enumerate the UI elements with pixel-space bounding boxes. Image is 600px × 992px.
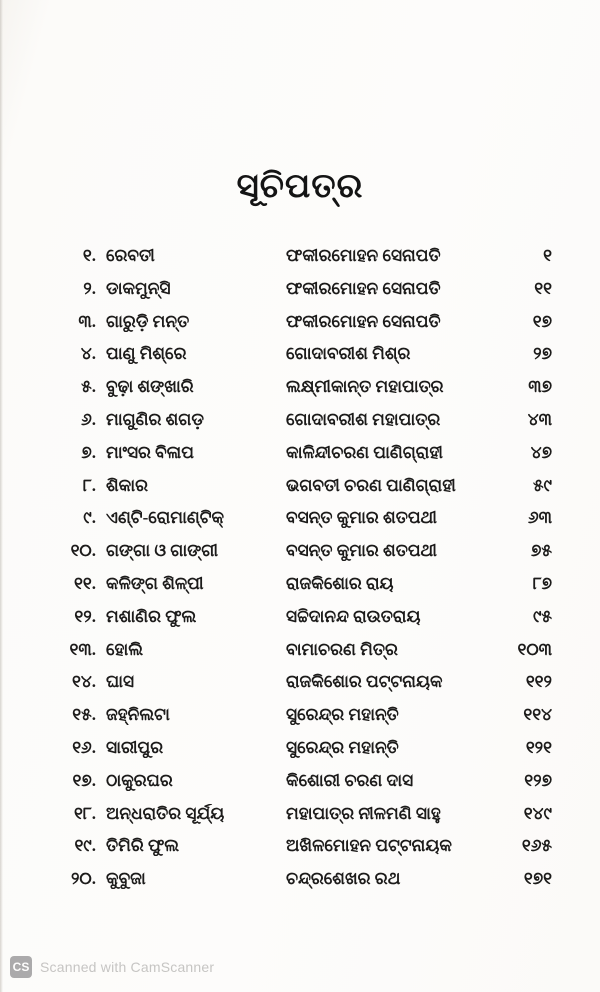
toc-entry-title: କଳିଙ୍ଗ ଶିଳ୍ପୀ xyxy=(106,573,204,593)
toc-entry-author: ରାଜକିଶୋର ପଟ୍ଟନାୟକ xyxy=(286,672,443,692)
toc-entry-number: ୧୨. xyxy=(74,606,96,626)
toc-entry-page: ୧୦୩ xyxy=(517,639,552,659)
toc-entry-page: ୪୭ xyxy=(530,442,552,462)
toc-entry-page: ୧୧୨ xyxy=(525,672,552,692)
toc-row xyxy=(62,312,552,345)
toc-row xyxy=(62,246,552,279)
toc-row xyxy=(62,869,552,902)
toc-entry-author: ଗୋଦାବରୀଶ ମିଶ୍ର xyxy=(286,344,411,364)
toc-entry-title: ମଶାଣିର ଫୁଲ xyxy=(106,606,197,626)
toc-entry-title: ଘାସ xyxy=(106,672,135,692)
toc-entry-title: ଗଙ୍ଗା ଓ ଗାଙ୍ଗୀ xyxy=(106,541,219,561)
toc-entry-author: ଫକୀରମୋହନ ସେନାପତି xyxy=(286,278,441,298)
toc-entry-page: ୨୭ xyxy=(533,344,552,364)
toc-row xyxy=(62,476,552,509)
toc-entry-author: ସୁରେନ୍ଦ୍ର ମହାନ୍ତି xyxy=(286,705,399,725)
toc-entry-number: ୨୦. xyxy=(70,869,96,889)
toc-entry-page: ୧୧୪ xyxy=(523,705,552,725)
toc-entry-title: ମାଂସର ବିଳାପ xyxy=(106,442,194,462)
toc-entry-page: ୧୭ xyxy=(532,311,552,331)
toc-entry-author: ଭଗବତୀ ଚରଣ ପାଣିଗ୍ରାହୀ xyxy=(286,475,456,495)
toc-entry-title: ଅନ୍ଧରାତିର ସୂର୍ଯ୍ୟ xyxy=(106,803,225,823)
toc-entry-author: ବସନ୍ତ କୁମାର ଶତପଥୀ xyxy=(286,508,437,528)
toc-row xyxy=(62,672,552,705)
toc-entry-page: ୯୫ xyxy=(532,606,552,626)
toc-entry-page: ୮୭ xyxy=(532,573,552,593)
table-of-contents xyxy=(62,246,552,902)
toc-row xyxy=(62,541,552,574)
toc-entry-page: ୧୨୭ xyxy=(524,770,552,790)
toc-entry-title: ତିମିରି ଫୁଲ xyxy=(106,836,180,856)
toc-entry-title: କୁବୁଜା xyxy=(106,869,146,889)
toc-entry-number: ୯. xyxy=(83,508,96,528)
toc-entry-number: ୮. xyxy=(82,475,96,495)
toc-entry-author: ବାମାଚରଣ ମିତ୍ର xyxy=(286,639,398,659)
toc-row xyxy=(62,508,552,541)
toc-entry-number: ୩. xyxy=(78,311,96,331)
toc-entry-author: ଫକୀରମୋହନ ସେନାପତି xyxy=(286,311,441,331)
toc-entry-author: ଲକ୍ଷ୍ମୀକାନ୍ତ ମହାପାତ୍ର xyxy=(286,377,444,397)
toc-entry-title: ବୁଢ଼ା ଶଙ୍ଖାରି xyxy=(106,377,194,397)
toc-row xyxy=(62,640,552,673)
toc-entry-title: ରେବତୀ xyxy=(106,246,155,265)
toc-entry-page: ୪୩ xyxy=(527,409,552,429)
toc-entry-page: ୧୧ xyxy=(534,278,552,298)
toc-entry-number: ୧. xyxy=(82,246,96,265)
toc-entry-number: ୧୩. xyxy=(69,639,96,659)
toc-entry-title: ହୋଲି xyxy=(106,639,144,659)
toc-entry-page: ୧୪୯ xyxy=(523,803,552,823)
toc-row xyxy=(62,443,552,476)
toc-entry-title: ଶିକାର xyxy=(106,475,148,495)
toc-entry-author: କିଶୋରୀ ଚରଣ ଦାସ xyxy=(286,770,414,790)
toc-entry-number: ୧୮. xyxy=(74,803,96,823)
toc-entry-title: ସାରୀପୁର xyxy=(106,737,164,757)
toc-entry-author: କାଳିନ୍ଦୀଚରଣ ପାଣିଗ୍ରାହୀ xyxy=(286,442,443,462)
toc-entry-page: ୫୯ xyxy=(532,475,552,495)
toc-row xyxy=(62,344,552,377)
toc-entry-title: ପାଣୁ ମିଶ୍ରେ xyxy=(106,344,187,364)
toc-entry-number: ୧୯. xyxy=(74,836,96,856)
toc-entry-author: ଗୋଦାବରୀଶ ମହାପାତ୍ର xyxy=(286,409,441,429)
toc-entry-title: ମାଗୁଣିର ଶଗଡ଼ xyxy=(106,409,204,429)
toc-row xyxy=(62,836,552,869)
toc-entry-author: ରାଜକିଶୋର ରାୟ xyxy=(286,573,394,593)
toc-entry-title: ଗାରୁଡ଼ି ମନ୍ତ xyxy=(106,311,190,331)
toc-entry-author: ମହାପାତ୍ର ନୀଳମଣି ସାହୁ xyxy=(286,803,441,823)
toc-entry-number: ୧୧. xyxy=(74,573,96,593)
toc-entry-author: ବସନ୍ତ କୁମାର ଶତପଥୀ xyxy=(286,541,437,561)
toc-entry-number: ୧୭. xyxy=(72,770,96,790)
watermark-label: Scanned with CamScanner xyxy=(40,959,215,975)
toc-entry-author: ଅଖିଳମୋହନ ପଟ୍ଟନାୟକ xyxy=(286,836,452,856)
toc-row xyxy=(62,410,552,443)
toc-entry-number: ୪. xyxy=(80,344,96,364)
toc-row xyxy=(62,771,552,804)
toc-entry-number: ୧୪. xyxy=(71,672,96,692)
toc-entry-author: ଫକୀରମୋହନ ସେନାପତି xyxy=(286,246,441,265)
toc-entry-number: ୬. xyxy=(81,409,96,429)
toc-entry-page: ୬୩ xyxy=(527,508,552,528)
toc-entry-page: ୧୨୧ xyxy=(525,737,552,757)
toc-entry-page: ୧୭୧ xyxy=(523,869,552,889)
scan-left-edge-shadow xyxy=(0,0,3,992)
camscanner-watermark xyxy=(10,956,214,978)
toc-entry-number: ୫. xyxy=(81,377,96,397)
toc-entry-number: ୭. xyxy=(81,442,96,462)
toc-entry-author: ସୁରେନ୍ଦ୍ର ମହାନ୍ତି xyxy=(286,737,399,757)
toc-row xyxy=(62,804,552,837)
toc-row xyxy=(62,574,552,607)
toc-entry-author: ଚନ୍ଦ୍ରଶେଖର ରଥ xyxy=(286,869,401,889)
toc-entry-title: ଜହ୍ନିଲଟା xyxy=(106,705,170,725)
toc-row xyxy=(62,279,552,312)
toc-entry-number: ୧୬. xyxy=(72,737,96,757)
toc-entry-title: ଏଣ୍ଟି-ରୋମାଣ୍ଟିକ୍ xyxy=(106,508,225,528)
toc-entry-number: ୧୫. xyxy=(72,705,96,725)
toc-entry-number: ୧୦. xyxy=(70,541,96,561)
toc-entry-author: ସଚ୍ଚିଦାନନ୍ଦ ରାଉତରାୟ xyxy=(286,606,421,626)
toc-entry-page: ୩୭ xyxy=(528,377,552,397)
toc-entry-number: ୨. xyxy=(83,278,96,298)
toc-entry-page: ୧ xyxy=(543,246,552,265)
camscanner-logo-icon: CS xyxy=(10,956,32,978)
toc-entry-page: ୭୫ xyxy=(530,541,552,561)
toc-row xyxy=(62,607,552,640)
toc-entry-title: ଠାକୁରଘର xyxy=(106,770,173,790)
toc-row xyxy=(62,377,552,410)
page-title: ସୂଚିପତ୍ର xyxy=(236,168,364,205)
toc-row xyxy=(62,738,552,771)
toc-row xyxy=(62,705,552,738)
toc-entry-title: ଡାକମୁନ୍‌ସି xyxy=(106,278,171,298)
toc-entry-page: ୧୬୫ xyxy=(521,836,552,856)
